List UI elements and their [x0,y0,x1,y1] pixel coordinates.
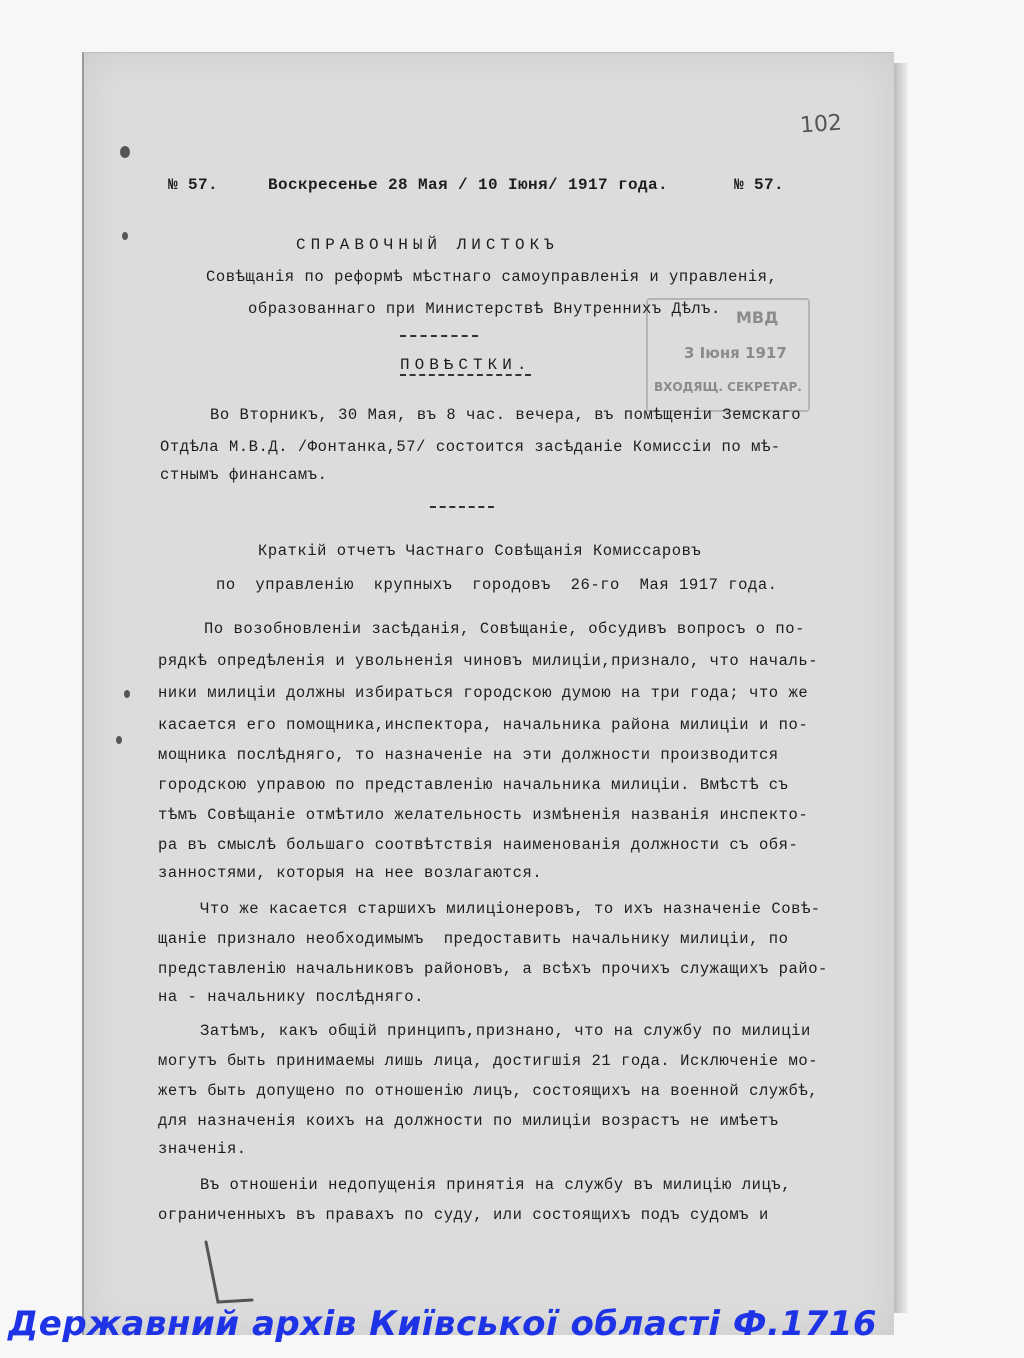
report-title-line-2: по управленію крупныхъ городовъ 26-го Мая 1917 года. [216,576,778,594]
punch-hole-mark [116,736,122,744]
title-subtitle-line-1: Совѣщанія по реформѣ мѣстнаго самоуправленія и управленія, [206,268,778,286]
report-line: городскою управою по представленію начальника милиціи. Вмѣстѣ съ [158,776,789,794]
report-line: касается его помощника,инспектора, начальника района милиціи и по- [158,716,809,734]
report-line: Что же касается старшихъ милиціонеровъ, то ихъ назначеніе Совѣ- [200,900,821,918]
issue-date: Воскресенье 28 Мая / 10 Іюня/ 1917 года. [268,176,669,194]
agenda-line: стнымъ финансамъ. [160,466,328,484]
archive-watermark: Державний архів Київської області Ф.1716 [8,1304,878,1344]
divider [430,506,494,508]
title-subtitle-line-2: образованнаго при Министерствѣ Внутреннихъ Дѣлъ. [248,300,721,318]
document-title: СПРАВОЧНЫЙ ЛИСТОКЪ [296,236,559,254]
report-line: жетъ быть допущено по отношенію лицъ, состоящихъ на военной службѣ, [158,1082,819,1100]
report-line: мощника послѣдняго, то назначеніе на эти должности производится [158,746,779,764]
report-title-line-1: Краткій отчетъ Частнаго Совѣщанія Комиссаровъ [258,542,702,560]
punch-hole-mark [124,690,130,698]
report-line: По возобновленіи засѣданія, Совѣщаніе, обсудивъ вопросъ о по- [204,620,805,638]
agenda-heading: ПОВѢСТКИ. [400,356,532,374]
divider [400,335,478,337]
issue-number-left: № 57. [168,176,219,194]
report-line: тѣмъ Совѣщаніе отмѣтило желательность измѣненія названія инспекто- [158,806,809,824]
handwritten-mark [196,1236,256,1306]
report-line: занностями, которыя на нее возлагаются. [158,864,543,882]
report-line: Затѣмъ, какъ общій принципъ,признано, что на службу по милиціи [200,1022,811,1040]
stamp-line-3: ВХОДЯЩ. СЕКРЕТАР. [654,380,802,394]
report-line: щаніе признало необходимымъ предоставить начальнику милиціи, по [158,930,789,948]
agenda-line: Во Вторникъ, 30 Мая, въ 8 час. вечера, въ помѣщеніи Земскаго [210,406,802,424]
report-line: ники милиціи должны избираться городскою думою на три года; что же [158,684,809,702]
report-line: могутъ быть принимаемы лишь лица, достигшія 21 года. Исключеніе мо- [158,1052,819,1070]
report-line: Въ отношеніи недопущенія принятія на службу въ милицію лицъ, [200,1176,792,1194]
folio-number: 102 [799,110,843,139]
punch-hole-mark [120,146,130,158]
report-line: значенія. [158,1140,247,1158]
stamp-line-1: МВД [736,308,779,327]
punch-hole-mark [122,232,128,240]
report-line: ограниченныхъ въ правахъ по суду, или состоящихъ подъ судомъ и [158,1206,769,1224]
report-line: ра въ смыслѣ большаго соотвѣтствія наименованія должности съ обя- [158,836,799,854]
report-line: рядкѣ опредѣленія и увольненія чиновъ милиціи,признало, что началь- [158,652,819,670]
report-line: для назначенія коихъ на должности по милиціи возрастъ не имѣетъ [158,1112,779,1130]
report-line: представленію начальниковъ районовъ, а всѣхъ прочихъ служащихъ райо- [158,960,828,978]
stamp-line-2: 3 Іюня 1917 [684,344,787,362]
issue-number-right: № 57. [734,176,785,194]
agenda-line: Отдѣла М.В.Д. /Фонтанка,57/ состоится засѣданіе Комиссіи по мѣ- [160,438,781,456]
report-line: на - начальнику послѣдняго. [158,988,424,1006]
